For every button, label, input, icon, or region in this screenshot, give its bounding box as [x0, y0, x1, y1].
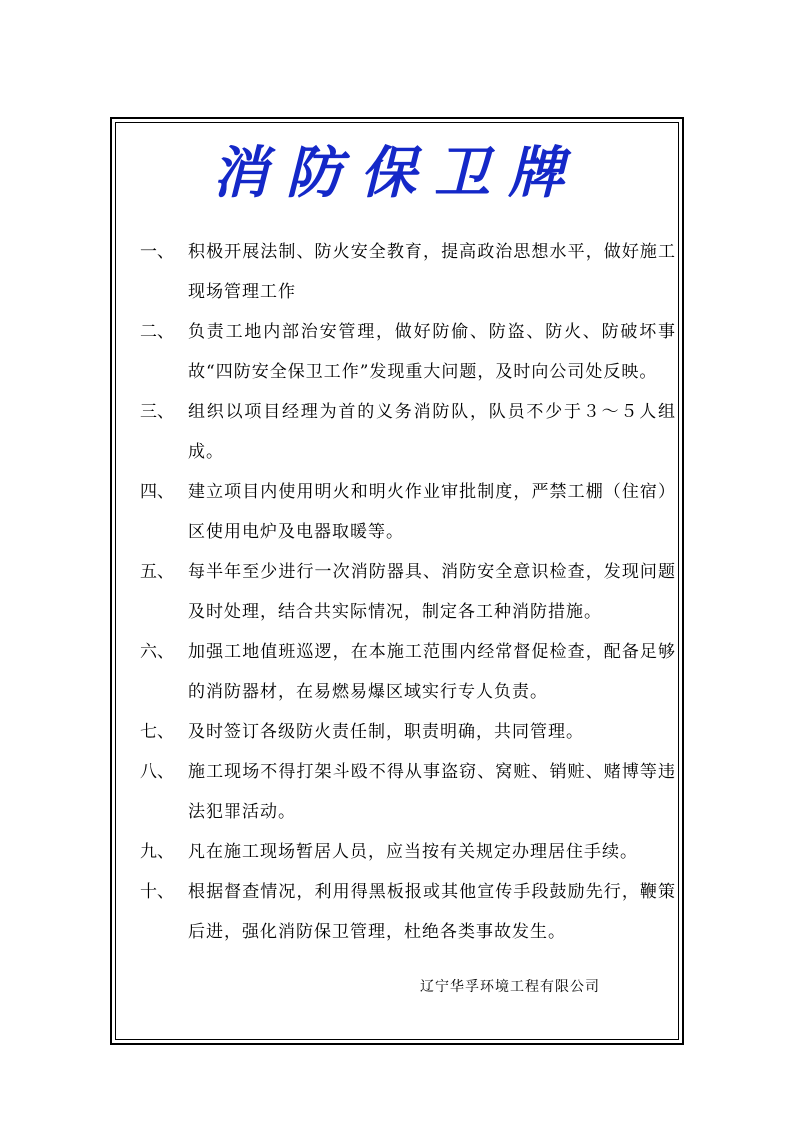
page-title: 消防保卫牌	[212, 141, 582, 206]
list-item	[140, 312, 680, 392]
item-text: 及时签订各级防火责任制，职责明确，共同管理。	[188, 722, 584, 742]
list-item	[140, 392, 680, 472]
list-item	[140, 832, 680, 872]
item-text: 施工现场不得打架斗殴不得从事盗窃、窝赃、销赃、赌博等违法犯罪活动。	[188, 762, 676, 822]
item-number: 三、	[140, 402, 174, 422]
item-number: 五、	[140, 562, 174, 582]
item-text: 每半年至少进行一次消防器具、消防安全意识检查，发现问题及时处理，结合共实际情况，制定各工种消防措施。	[188, 562, 676, 622]
list-item	[140, 472, 680, 552]
company-name: 辽宁华孚环境工程有限公司	[420, 979, 600, 995]
item-text: 组织以项目经理为首的义务消防队，队员不少于３～５人组成。	[188, 402, 676, 462]
item-number: 九、	[140, 842, 174, 862]
list-item	[140, 632, 680, 712]
item-text: 根据督查情况，利用得黑板报或其他宣传手段鼓励先行，鞭策后进，强化消防保卫管理，杜绝各类事故发生。	[188, 882, 676, 942]
item-text: 凡在施工现场暂居人员，应当按有关规定办理居住手续。	[188, 842, 638, 862]
item-number: 十、	[140, 882, 174, 902]
regulation-list	[140, 232, 680, 952]
list-item	[140, 552, 680, 632]
item-number: 八、	[140, 762, 174, 782]
item-number: 一、	[140, 242, 174, 262]
item-text: 建立项目内使用明火和明火作业审批制度，严禁工棚（住宿）区使用电炉及电器取暖等。	[188, 482, 676, 542]
item-text: 积极开展法制、防火安全教育，提高政治思想水平，做好施工现场管理工作	[188, 242, 676, 302]
item-number: 七、	[140, 722, 174, 742]
item-text: 加强工地值班巡逻，在本施工范围内经常督促检查，配备足够的消防器材，在易燃易爆区域实行专人负责。	[188, 642, 676, 702]
list-item	[140, 232, 680, 312]
item-number: 六、	[140, 642, 174, 662]
item-text: 负责工地内部治安管理，做好防偷、防盗、防火、防破坏事故“四防安全保卫工作”发现重大问题，及时向公司处反映。	[188, 322, 676, 382]
list-item	[140, 872, 680, 952]
list-item	[140, 712, 680, 752]
item-number: 二、	[140, 322, 174, 342]
list-item	[140, 752, 680, 832]
item-number: 四、	[140, 482, 174, 502]
